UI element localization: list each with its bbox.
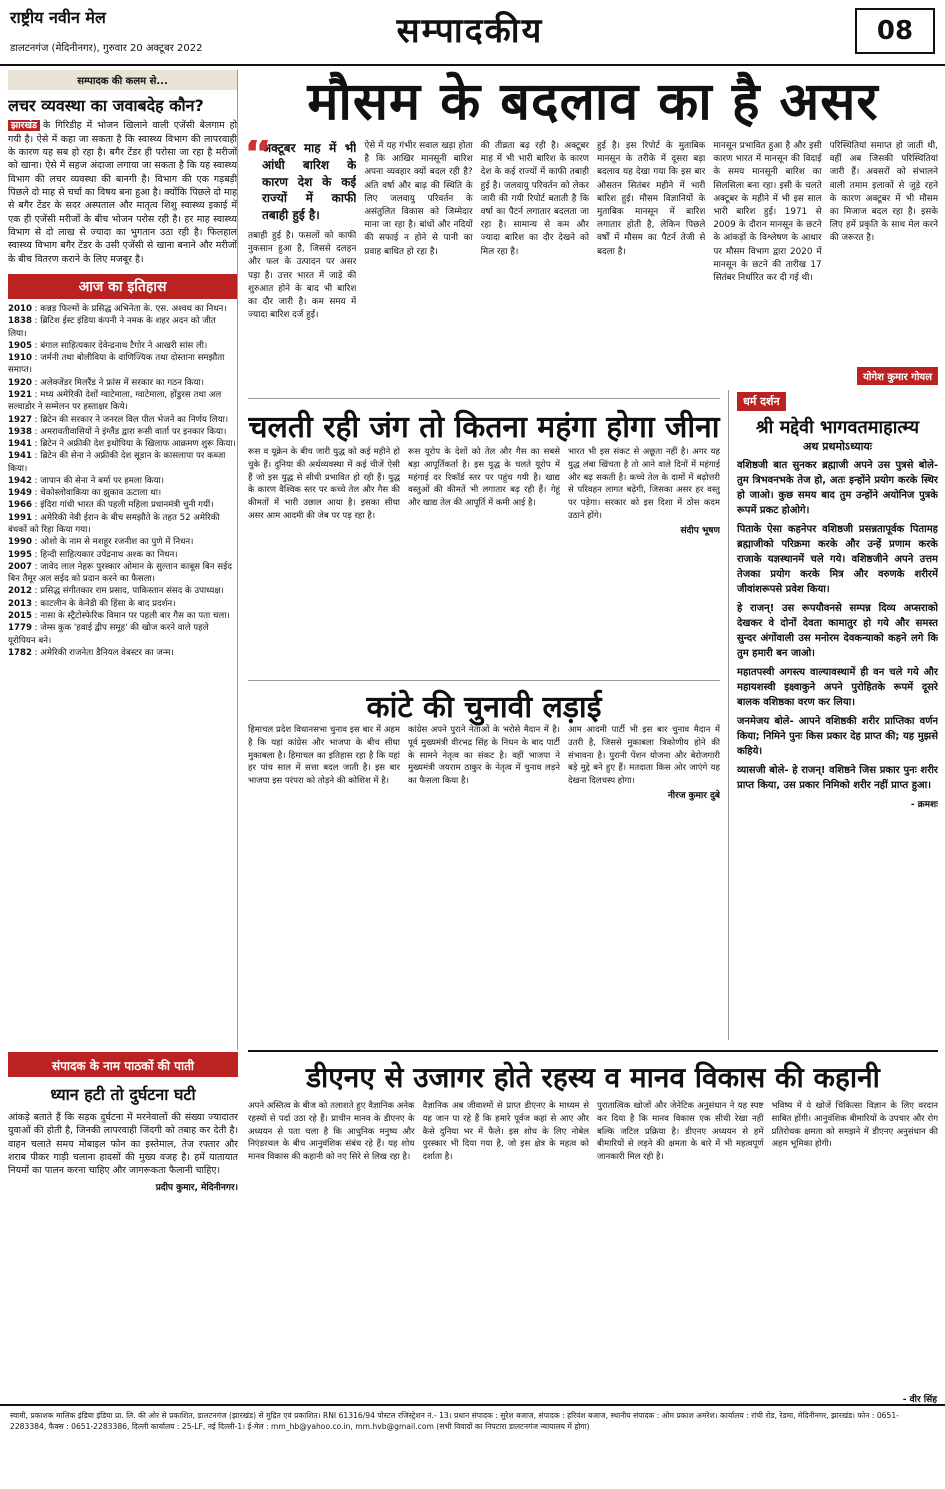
main-paragraph: की तीव्रता बढ़ रही है। अक्टूबर माह में भी भारी बारिश के कारण देश के कई राज्यों में काफी तबाही हुई है। जलवायु परिवर्तन को लेकर जारी की गयी रिपोर्ट बताती है कि वर्षा का पैटर्न लगातार बदलता जा रहा है। सामान्य से कम और ज्यादा बारिश का दौर देखने को मिल रहा है। <box>480 141 589 257</box>
editor-pen-label: सम्पादक की कलम से... <box>8 70 237 90</box>
masthead <box>0 0 945 66</box>
pull-quote: “ अक्टूबर माह में भी आंधी बारिश के कारण देश के कई राज्यों में काफी तबाही हुई है। <box>248 140 356 224</box>
main-article <box>248 140 938 385</box>
jung-paragraph: रूस यूरोप के देशों को तेल और गैस का सबसे बड़ा आपूर्तिकर्ता है। इस युद्ध के चलते यूरोप में महंगाई दर रिकॉर्ड स्तर पर पहुंच गयी है। खाद्य वस्तुओं की कीमतें भी लगातार बढ़ रही हैं। गेहूं और खाद्य तेल की आपूर्ति में कमी आई है। <box>408 447 560 508</box>
left-column <box>8 70 238 1050</box>
dna-article <box>248 1100 938 1392</box>
history-item: 1990 : ओशो के नाम से मशहूर रजनीश का पुणे में निधन। <box>8 537 194 548</box>
history-item: 2012 : प्रसिद्ध संगीतकार राम प्रसाद, पाकिस्तान संसद के उपाध्यक्ष। <box>8 586 224 597</box>
main-paragraph: मानसून प्रभावित हुआ है और इसी कारण भारत में मानसून की विदाई के समय मानसूनी बारिश का सिलसिला बना रहा। इसी के चलते अक्टूबर के महीने में भी इस साल भारी बारिश हुई। 1971 से 2009 के दौरान मानसून के छटने के आंकड़ों के विश्लेषण के आधार पर मौसम विभाग द्वारा 2020 में मानसून के छटने की तारीख 17 सितंबर निर्धारित कर दी गई थी। <box>713 141 822 283</box>
dharm-paragraph: महातपस्वी अगस्त्य वाल्यावस्थामें ही वन चले गये और महायशस्वी इक्ष्वाकुने अपने पुरोहितके रूपमें दूसरे बालक वशिष्ठका वरण कर लिया। <box>737 667 938 708</box>
dna-column <box>423 1100 590 1392</box>
section-title: सम्पादकीय <box>396 11 544 51</box>
page-number: 08 <box>855 8 935 54</box>
main-column <box>597 140 705 385</box>
dharm-credit: - क्रमशः <box>910 800 938 810</box>
main-paragraph: तबाही हुई है। फसलों को काफी नुकसान हुआ है, जिससे दलहन और फल के उत्पादन पर असर पड़ा है। उत्तर भारत में जाड़े की शुरुआत होने के बाद भी बारिश का दौर जारी है। कम समय में ज्यादा बारिश दर्ज हुई। <box>248 230 357 321</box>
jung-column <box>568 446 720 671</box>
dna-column <box>248 1100 415 1392</box>
kante-byline: नीरज कुमार दुबे <box>667 790 720 801</box>
letters-body: आंकड़े बताते हैं कि सड़क दुर्घटना में मरनेवालों की संख्या ज्यादातर युवाओं की होती है, जिनकी लापरवाही जिंदगी को तबाह कर देती है। वाहन चलाते समय मोबाइल फोन का इस्तेमाल, तेज रफ्तार और शराब पीकर गाड़ी चलाना हादसों की मुख्य वजह है। हमें यातायात नियमों का पालन करना चाहिए और जागरूकता फैलानी चाहिए। <box>8 1112 238 1177</box>
history-item: 1949 : चेकोस्लोवाकिया का झुकाव ऊटाला था। <box>8 488 162 499</box>
editorial-tag: झारखंड <box>8 120 40 131</box>
kante-headline: कांटे की चुनावी लड़ाई <box>248 680 720 726</box>
history-item: 1966 : इंदिरा गांधी भारत की पहली महिला प्रधानमंत्री चुनी गयीं। <box>8 500 214 511</box>
history-item: 2007 : जावेद लाल नेहरू पुरस्कार ओमान के सुल्तान काबूस बिन सईद बिन तैमूर अल सईद को प्रदान करने का फैसला। <box>8 561 232 585</box>
history-item: 1938 : अमरावतीवासियों ने इंग्लैंड द्वारा रूसी वार्ता पर इनकार किया। <box>8 426 227 437</box>
jung-byline: संदीप भूषण <box>680 525 720 536</box>
history-item: 2010 : कन्नड़ फिल्मों के प्रसिद्ध अभिनेता के. एस. अश्वथ का निधन। <box>8 303 227 314</box>
dharm-paragraph: व्यासजी बोले- हे राजन्! वशिष्ठने जिस प्रकार पुनः शरीर प्राप्त किया, उस प्रकार निमिको शरीर नहीं प्राप्त हुआ। <box>737 765 938 791</box>
history-item: 1920 : अलेक्जेंडर मिलरैंड ने फ्रांस में सरकार का गठन किया। <box>8 377 204 388</box>
kante-paragraph: कांग्रेस अपने पुराने नेताओं के भरोसे मैदान में है। पूर्व मुख्यमंत्री वीरभद्र सिंह के निधन के बाद पार्टी के सामने नेतृत्व का संकट है। वहीं भाजपा ने मुख्यमंत्री जयराम ठाकुर के नेतृत्व में चुनाव लड़ने का फैसला किया है। <box>408 725 560 786</box>
history-item: 2015 : नासा के स्ट्रैटोस्फेरिक विमान पर पहली बार गैस का पता चला। <box>8 611 230 621</box>
history-item: 2013 : काटलीन के केनेडी की हिंसा के बाद प्रदर्शन। <box>8 598 176 609</box>
kante-paragraph: आम आदमी पार्टी भी इस बार चुनाव मैदान में उतरी है, जिससे मुकाबला त्रिकोणीय होने की संभावना है। पुरानी पेंशन योजना और बेरोजगारी बड़े मुद्दे बने हुए हैं। मतदाता किस ओर जाएंगे यह देखना दिलचस्प होगा। <box>568 725 720 786</box>
history-list <box>8 303 237 659</box>
dharm-subtitle: अथ प्रथमोऽध्यायः <box>802 440 873 453</box>
main-paragraph: हुई है। इस रिपोर्ट के मुताबिक मानसून के तरीके में दूसरा बड़ा बदलाव यह देखा गया कि इस बार औसतन सितंबर महीने में भारी बारिश हुई। मौसम विज्ञानियों के मुताबिक मानसून में बारिश लगातार होती है, लेकिन पिछले वर्षों में मौसम का पैटर्न तेजी से बदला है। <box>596 141 706 257</box>
main-byline: योगेश कुमार गोयल <box>857 367 938 385</box>
dna-paragraph: भविष्य में ये खोजें चिकित्सा विज्ञान के लिए वरदान साबित होंगी। आनुवंशिक बीमारियों के उपचार और रोग प्रतिरोधक क्षमता को समझने में डीएनए अनुसंधान की अहम भूमिका होगी। <box>771 1101 938 1150</box>
dna-column <box>772 1100 939 1392</box>
kante-column <box>408 724 560 1034</box>
kante-column <box>568 724 720 1034</box>
main-column <box>248 140 356 385</box>
paper-name: राष्ट्रीय नवीन मेल <box>10 8 106 27</box>
letters-byline: प्रदीप कुमार, मेदिनीनगर। <box>155 1182 238 1193</box>
main-paragraph: ऐसे में यह गंभीर सवाल खड़ा होता है कि आखिर मानसूनी बारिश अपना व्यवहार क्यों बदल रही है? अति वर्षा और बाढ़ की स्थिति के लिए जलवायु परिवर्तन के असंतुलित विकास को जिम्मेदार माना जा रहा है। बांधों और नदियों की सफाई न होने से पानी का प्रवाह बाधित हो रहा है। <box>364 141 473 257</box>
dna-paragraph: वैज्ञानिक अब जीवाश्मों से प्राप्त डीएनए के माध्यम से यह जान पा रहे हैं कि हमारे पूर्वज कहां से आए और कैसे दुनिया भर में फैले। इस शोध के लिए नोबेल पुरस्कार भी दिया गया है, जो इस क्षेत्र के महत्व को दर्शाता है। <box>422 1101 589 1162</box>
imprint-footer: स्वामी, प्रकाशक मालिक इंडिया इंडिया प्रा. लि. की ओर से प्रकाशित, डालटनगंज (झारखंड) से मुद्रित एवं प्रकाशित। RNI 61316/94 पोस्टल रजिस्ट्रेशन नं.- 13। प्रधान संपादक : सुरेश बजाज, संपादक : हरिवंश बजाज, स्थानीय संपादक : ओम प्रकाश अमरेश। कार्यालय : रांची रोड, रेडमा, मेदिनीनगर, झारखंड। फोन : 0651-2283384, फैक्स : 0651-2283386, दिल्ली कार्यालय : 25-LF, नई दिल्ली-1। ई-मेल : mm_hb@yahoo.co.in, mm.hvb@gmail.com (सभी विवादों का निपटारा डालटनगंज न्यायालय में होगा) <box>0 1404 945 1489</box>
dharm-paragraph: वशिष्ठजी बात सुनकर ब्रह्माजी अपने उस पुत्रसे बोले- तुम त्रिभवनभके तेज हो, अतः इन्होंने प्रयोग करके स्थिर हो जाओ। कुछ समय बाद तुम उन्होंने अयोनिज पुत्रके रूपमें प्रकट होओगे। <box>737 460 938 516</box>
main-column <box>481 140 589 385</box>
history-item: 1991 : अमेरिकी नेवी ईरान के बीच समझौते के तहत 52 अमेरिकी बंधकों को रिहा किया गया। <box>8 512 220 536</box>
dna-paragraph: पुरातात्विक खोजों और जेनेटिक अनुसंधान ने यह स्पष्ट कर दिया है कि मानव विकास एक सीधी रेखा नहीं बल्कि जटिल प्रक्रिया है। डीएनए अध्ययन से हमें बीमारियों से लड़ने की क्षमता के बारे में भी महत्वपूर्ण जानकारी मिल रही है। <box>597 1101 764 1162</box>
kante-column <box>248 724 400 1034</box>
editorial-text: के गिरिडीह में भोजन खिलाने वाली एजेंसी बेलगाम हो गयी है। ऐसे में कहा जा सकता है कि स्वास्थ्य विभाग की लापरवाही के कारण यह सब हो रहा है। बगैर टेंडर ही परोसा जा रहा है मरीजों को खाना। ऐसे में सहज अंदाजा लगाया जा सकता है कि यह स्वास्थ्य विभाग की लचर व्यवस्था की बानगी है। विभाग की एक गड़बड़ी पिछले दो माह से चर्चा का विषय बना हुआ है। क्योंकि पिछले दो माह से बगैर टेंडर के सदर अस्पताल और मातृत्व शिशु स्वास्थ्य इकाई में एक ही एजेंसी मरीजों के बीच भोजन परोस रही है। हर माह स्वास्थ्य विभाग से दो लाख से ज्यादा का भुगतान उठा रही है। फिलहाल स्वास्थ्य विभाग बगैर टेंडर के उसी एजेंसी से खाना बनाने और मरीजों के बीच वितरण कराने के लिए मजबूर है। <box>8 120 237 265</box>
main-column <box>830 140 938 385</box>
jung-column <box>248 446 400 671</box>
jung-column <box>408 446 560 671</box>
kante-article <box>248 724 720 1034</box>
dharm-column <box>728 390 938 1040</box>
dharm-paragraph: पिताके ऐसा कहनेपर वशिष्ठजी प्रसन्नतापूर्वक पितामह ब्रह्माजीको परिक्रमा करके और उन्हें प्रणाम करके राजाके यज्ञस्थानमें चले गये। वशिष्ठजीने अपने उत्तम तेजका प्रयोग करके मित्र और वरुणके शरीरमें जीवांशरूपसे प्रवेश किया। <box>737 524 938 595</box>
history-item: 1927 : ब्रिटेन की सरकार ने जनरल विल पील भेजने का निर्णय लिया। <box>8 414 229 425</box>
jung-paragraph: रूस व यूक्रेन के बीच जारी युद्ध को कई महीने हो चुके हैं। दुनिया की अर्थव्यवस्था में कई चीजें ऐसी हैं जो इस युद्ध से सीधी प्रभावित हो रही हैं। युद्ध के कारण वैश्विक स्तर पर कच्चे तेल और गैस की कीमतों में भारी उछाल आया है। इसका सीधा असर आम आदमी की जेब पर पड़ रहा है। <box>248 447 400 521</box>
history-title: आज का इतिहास <box>8 274 237 299</box>
editorial-headline: लचर व्यवस्था का जवाबदेह कौन? <box>8 96 204 115</box>
dna-paragraph: अपने अस्तित्व के बीज को तलाशते हुए वैज्ञानिक अनेक रहस्यों से पर्दा उठा रहे हैं। प्राचीन मानव के डीएनए के अध्ययन से पता चला है कि आधुनिक मनुष्य और निएंडरथल के बीच आनुवंशिक संबंध रहे हैं। यह शोध मानव विकास की कहानी को नए सिरे से लिख रहा है। <box>248 1101 415 1162</box>
history-item: 1995 : हिन्दी साहित्यकार उपेंद्रनाथ अश्क का निधन। <box>8 549 178 560</box>
history-item: 1941 : ब्रिटेन की सेना ने अफ्रीकी देश सूडान के कासलापा पर कब्जा किया। <box>8 451 226 474</box>
letters-headline: ध्यान हटी तो दुर्घटना घटी <box>50 1085 196 1104</box>
main-column <box>364 140 472 385</box>
letters-box <box>8 1052 238 1397</box>
dharm-tag: धर्म दर्शन <box>737 392 786 411</box>
main-column <box>713 140 821 385</box>
history-item: 1838 : ब्रिटिश ईस्ट इंडिया कंपनी ने नमक के शहर अदन को जीत लिया। <box>8 316 216 339</box>
main-headline: मौसम के बदलाव का है असर <box>307 71 879 132</box>
editorial-body <box>8 119 237 266</box>
history-item: 1921 : मध्य अमेरिकी देशों ग्वाटेमाला, ग्वाटेमाला, होंडुरस तथा अल सल्वाडोर ने सम्मेलन पर हस्ताक्षर किये। <box>8 389 222 413</box>
dna-column <box>597 1100 764 1392</box>
letters-tag: संपादक के नाम पाठकों की पाती <box>8 1054 238 1077</box>
history-item: 1910 : जर्मनी तथा बोलीविया के वाणिज्यिक तथा दोस्ताना समझौता समाप्त। <box>8 353 225 376</box>
jung-article <box>248 446 720 671</box>
jung-paragraph: भारत भी इस संकट से अछूता नहीं है। अगर यह युद्ध लंबा खिंचता है तो आने वाले दिनों में महंगाई और बढ़ सकती है। कच्चे तेल के दामों में बढ़ोत्तरी से परिवहन लागत बढ़ेगी, जिसका असर हर वस्तु पर पड़ेगा। सरकार को इस दिशा में ठोस कदम उठाने होंगे। <box>568 447 720 521</box>
kante-paragraph: हिमाचल प्रदेश विधानसभा चुनाव इस बार में अहम है कि यहां कांग्रेस और भाजपा के बीच सीधा मुकाबला है। हिमाचल का इतिहास रहा है कि यहां हर पांच साल में सत्ता बदल जाती है। इस बार भाजपा इस परंपरा को तोड़ने की कोशिश में है। <box>248 725 400 786</box>
history-item: 1942 : जापान की सेना ने बर्मा पर हमला किया। <box>8 475 164 486</box>
jung-headline: चलती रही जंग तो कितना महंगा होगा जीना <box>248 398 720 446</box>
history-item: 1941 : ब्रिटेन ने अफ्रीकी देश इथोपिया के खिलाफ आक्रमण शुरू किया। <box>8 439 236 450</box>
dharm-paragraph: हे राजन्! उस रूपयौवनसे सम्पन्न दिव्य अप्सराको देखकर वे दोनों देवता कामातुर हो गये और समस्त सुन्दर अंगोंवाली उस मनोरम देवकन्याको कहने लगे कि तुम हमारी बन जाओ। <box>737 603 938 659</box>
dharm-title: श्री मद्देवी भागवतमाहात्म्य <box>755 417 920 438</box>
dna-byline: - वीर सिंह <box>902 1395 937 1405</box>
dharm-paragraph: जनमेजय बोले- आपने वशिष्ठकी शरीर प्राप्तिका वर्णन किया; निमिने पुनः किस प्रकार देह प्राप्त की; यह मुझसे कहिये। <box>737 716 938 757</box>
date-line: डालटनगंज (मेदिनीनगर), गुरुवार 20 अक्टूबर 2022 <box>10 43 203 54</box>
main-paragraph: परिस्थितियां समाप्त हो जाती थी, वहीं अब जिसकी परिस्थितियां जारी हैं। अवसरों को संभालने वाली तमाम इलाकों से जुड़े रहने के कारण अक्टूबर में भी मौसम का मिजाज बदल रहा है। इसके लिए हमें प्रकृति के साथ मेल करने की जरूरत है। <box>829 141 938 244</box>
history-item: 1779 : जेम्स कुक 'हवाई द्वीप समूह' की खोज करने वाले पहले यूरोपियन बने। <box>8 623 209 646</box>
history-item: 1782 : अमेरिकी राजनेता डैनियल वेबस्टर का जन्म। <box>8 647 174 658</box>
history-item: 1905 : बंगाल साहित्यकार देवेन्द्रनाथ टैगोर ने आखरी सांस ली। <box>8 340 208 351</box>
dna-headline: डीएनए से उजागर होते रहस्य व मानव विकास की कहानी <box>248 1050 938 1096</box>
